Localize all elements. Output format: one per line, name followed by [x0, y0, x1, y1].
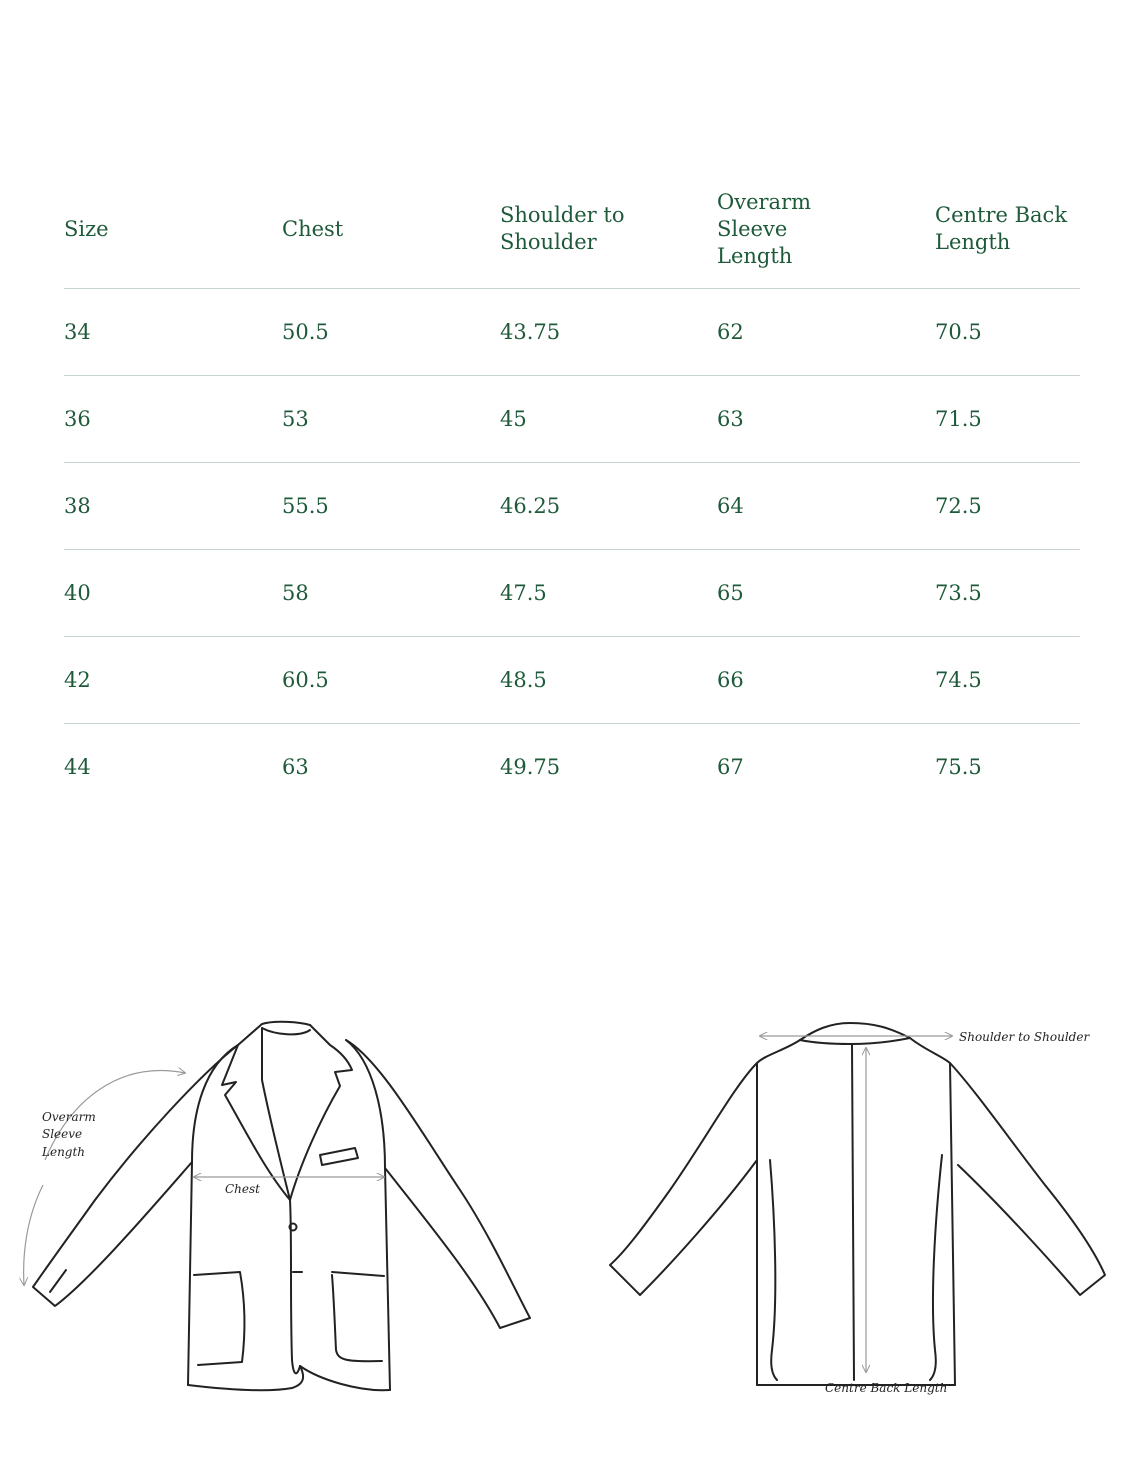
cell-sleeve: 67: [717, 755, 744, 779]
table-row: [64, 550, 1080, 637]
cell-shoulder: 46.25: [500, 494, 561, 518]
cell-size: 44: [64, 755, 91, 779]
cell-chest: 50.5: [282, 320, 329, 344]
cell-shoulder: 43.75: [500, 320, 561, 344]
cell-shoulder: 49.75: [500, 755, 561, 779]
label-length: Length: [42, 1145, 86, 1159]
cell-size: 42: [64, 668, 91, 692]
cell-back-length: 73.5: [935, 581, 982, 605]
table-header-row: [64, 170, 1080, 289]
cell-sleeve: 65: [717, 581, 744, 605]
label-shoulder-to-shoulder: Shoulder to Shoulder: [959, 1030, 1090, 1044]
label-sleeve: Sleeve: [42, 1127, 83, 1141]
cell-sleeve: 66: [717, 668, 744, 692]
back-measure-lines: [760, 1036, 952, 1372]
cell-back-length: 75.5: [935, 755, 982, 779]
jacket-front-drawing: [33, 1022, 530, 1390]
table-row: [64, 724, 1080, 810]
cell-sleeve: 62: [717, 320, 744, 344]
cell-sleeve: 64: [717, 494, 744, 518]
size-chart-table: [64, 170, 1080, 810]
cell-shoulder: 45: [500, 407, 527, 431]
jacket-sketch: [0, 1000, 1125, 1420]
table-row: [64, 637, 1080, 724]
cell-chest: 60.5: [282, 668, 329, 692]
measurement-diagram: [0, 1000, 1125, 1420]
cell-back-length: 74.5: [935, 668, 982, 692]
table-row: [64, 289, 1080, 376]
cell-sleeve: 63: [717, 407, 744, 431]
header-centre-back-length: Centre Back Length: [935, 203, 1068, 254]
header-chest: Chest: [282, 216, 344, 241]
header-overarm-sleeve-length: Overarm Sleeve Length: [717, 189, 812, 268]
cell-back-length: 72.5: [935, 494, 982, 518]
label-centre-back-length: Centre Back Length: [825, 1381, 948, 1395]
cell-chest: 63: [282, 755, 309, 779]
cell-back-length: 70.5: [935, 320, 982, 344]
cell-size: 40: [64, 581, 91, 605]
label-chest: Chest: [225, 1182, 260, 1196]
cell-size: 36: [64, 407, 91, 431]
jacket-back-drawing: [610, 1023, 1105, 1385]
cell-chest: 58: [282, 581, 309, 605]
cell-size: 38: [64, 494, 91, 518]
label-overarm: Overarm: [42, 1110, 96, 1124]
table-row: [64, 376, 1080, 463]
header-shoulder-to-shoulder: Shoulder to Shoulder: [500, 203, 625, 254]
header-size: Size: [64, 216, 109, 241]
table-row: [64, 463, 1080, 550]
cell-shoulder: 48.5: [500, 668, 547, 692]
cell-back-length: 71.5: [935, 407, 982, 431]
cell-chest: 53: [282, 407, 309, 431]
cell-size: 34: [64, 320, 91, 344]
cell-shoulder: 47.5: [500, 581, 547, 605]
cell-chest: 55.5: [282, 494, 329, 518]
